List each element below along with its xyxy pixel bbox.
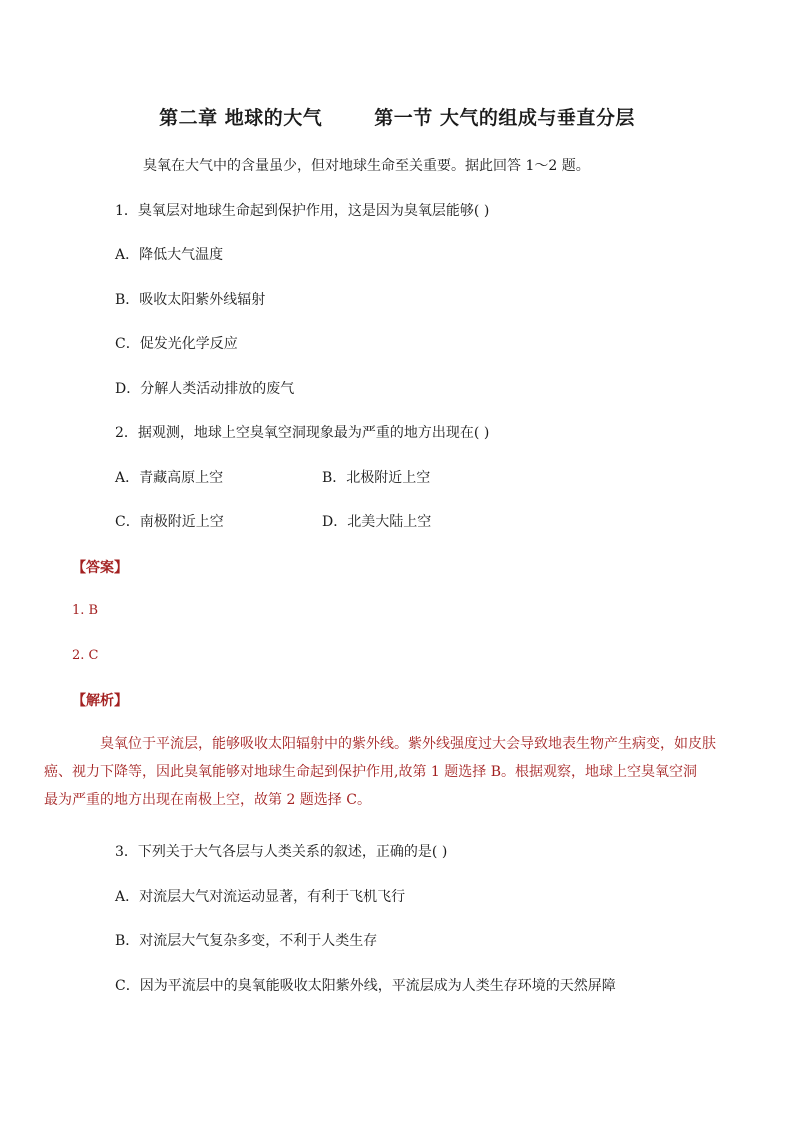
chapter-title: 第二章 地球的大气 — [159, 107, 323, 129]
question-2-option-a: A．青藏高原上空 — [115, 470, 224, 486]
analysis-line-3: 最为严重的地方出现在南极上空，故第 2 题选择 C。 — [44, 792, 371, 808]
question-1-option-b: B．吸收太阳紫外线辐射 — [115, 292, 266, 308]
question-2-stem: 2．据观测，地球上空臭氧空洞现象最为严重的地方出现在( ) — [115, 425, 490, 441]
question-1-option-c: C．促发光化学反应 — [115, 336, 238, 352]
question-3-option-a: A．对流层大气对流运动显著，有利于飞机飞行 — [115, 889, 406, 905]
page-title — [0, 103, 794, 130]
answer-label: 【答案】 — [72, 560, 128, 576]
analysis-paragraph — [44, 730, 727, 814]
answer-2: 2. C — [72, 648, 99, 663]
answer-1: 1. B — [72, 603, 99, 618]
question-2-option-b: B．北极附近上空 — [322, 470, 431, 486]
analysis-line-2: 癌、视力下降等，因此臭氧能够对地球生命起到保护作用,故第 1 题选择 B。根据观察，地球上空臭氧空洞 — [44, 764, 697, 780]
analysis-line-1: 臭氧位于平流层，能够吸收太阳辐射中的紫外线。紫外线强度过大会导致地表生物产生病变，如皮肤 — [100, 736, 716, 752]
question-2-option-c: C．南极附近上空 — [115, 514, 224, 530]
question-1-stem: 1．臭氧层对地球生命起到保护作用，这是因为臭氧层能够( ) — [115, 203, 490, 219]
question-3-option-c: C．因为平流层中的臭氧能吸收太阳紫外线，平流层成为人类生存环境的天然屏障 — [115, 978, 616, 994]
analysis-label: 【解析】 — [72, 693, 128, 709]
question-3-option-b: B．对流层大气复杂多变，不利于人类生存 — [115, 933, 378, 949]
question-2-option-d: D．北美大陆上空 — [322, 514, 432, 530]
question-3-stem: 3．下列关于大气各层与人类关系的叙述，正确的是( ) — [115, 844, 448, 860]
intro-text: 臭氧在大气中的含量虽少，但对地球生命至关重要。据此回答 1～2 题。 — [143, 158, 590, 174]
question-1-option-a: A．降低大气温度 — [115, 247, 224, 263]
question-1-option-d: D．分解人类活动排放的废气 — [115, 381, 295, 397]
section-title: 第一节 大气的组成与垂直分层 — [374, 107, 635, 129]
